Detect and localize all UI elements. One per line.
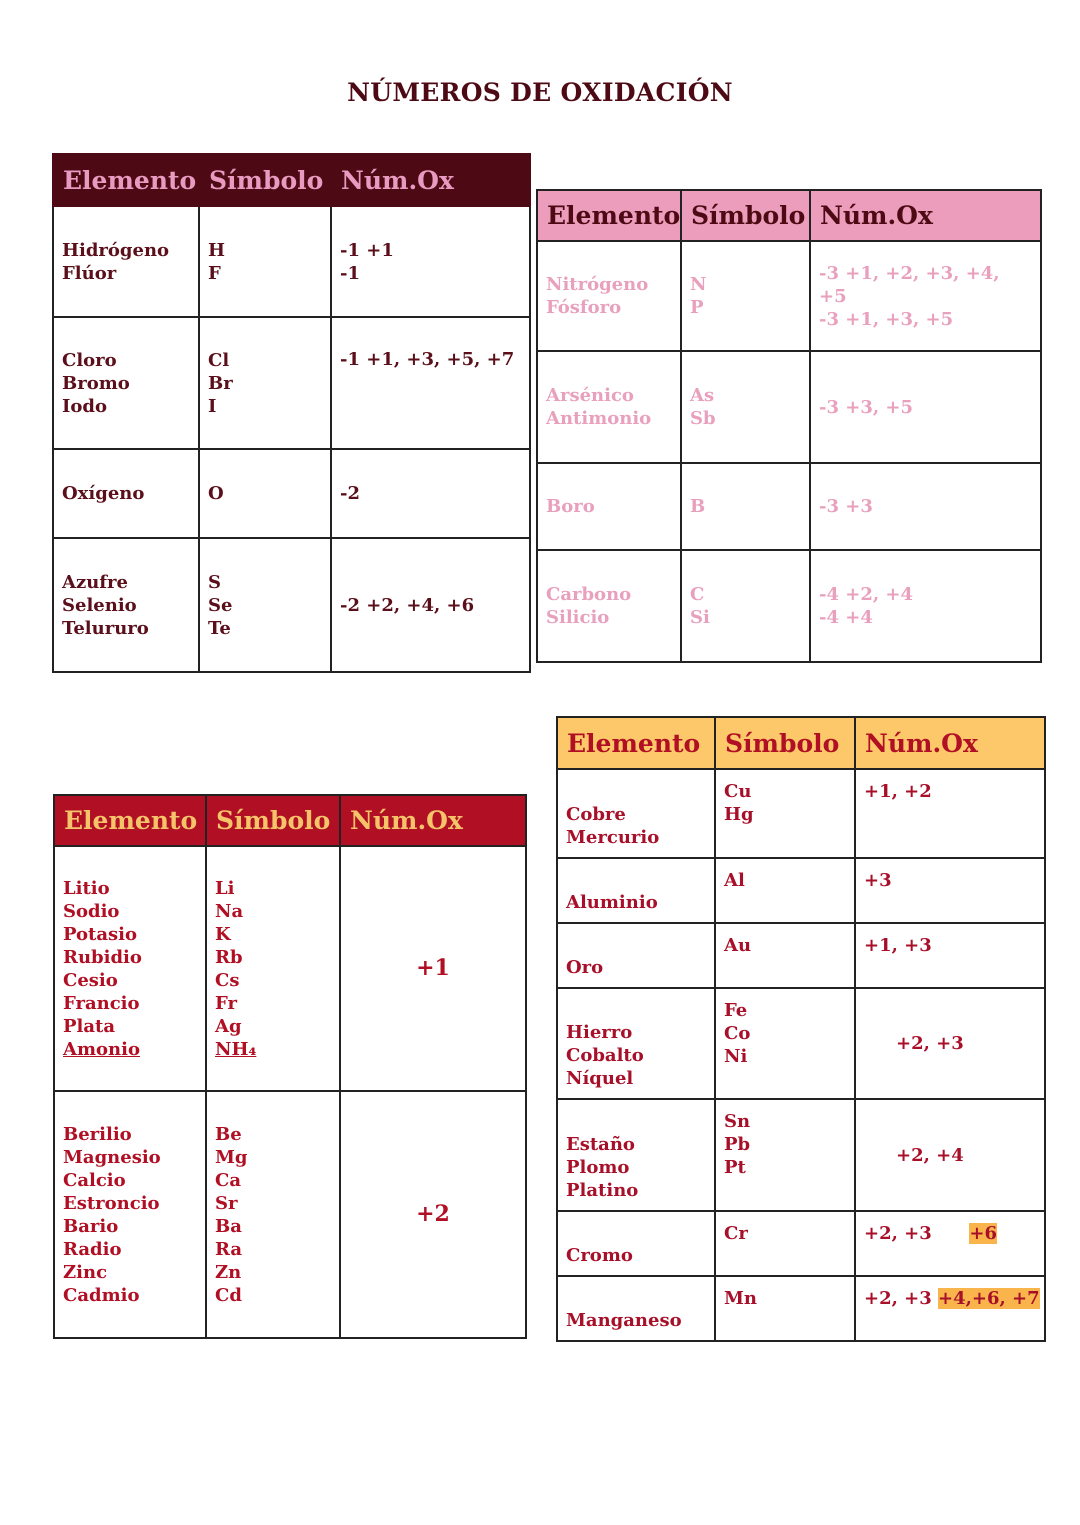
symbols (715, 1276, 855, 1341)
symbol-list: Li Na K Rb Cs Fr Ag (215, 877, 244, 1037)
symbol-list: Au (724, 935, 752, 956)
table-row (54, 846, 526, 1091)
ox-values: -2 +2, +4, +6 (340, 594, 475, 616)
ox-values: -4 +2, +4 -4 +4 (819, 584, 914, 628)
oxidation-numbers (855, 1099, 1045, 1211)
element-names (557, 1211, 715, 1276)
symbols (715, 988, 855, 1099)
symbol-list: Be Mg Ca Sr Ba Ra Zn Cd (215, 1123, 248, 1306)
element-names (54, 1091, 206, 1338)
element-names (557, 858, 715, 923)
ox-values: -3 +3, +5 (819, 396, 914, 418)
symbol-list: Fe Co Ni (724, 1000, 751, 1067)
oxidation-numbers (855, 1211, 1045, 1276)
element-list: Carbono Silicio (546, 584, 632, 628)
symbols (715, 769, 855, 858)
symbol-list: Sn Pb Pt (724, 1111, 751, 1178)
symbols (199, 538, 331, 672)
oxidation-numbers (810, 351, 1041, 463)
header-ox: Núm.Ox (331, 154, 530, 206)
header-row (537, 190, 1041, 241)
page-title: NÚMEROS DE OXIDACIÓN (347, 78, 733, 107)
oxidation-numbers (810, 550, 1041, 662)
symbols (206, 846, 340, 1091)
table-row (53, 538, 530, 672)
ox-values: -1 +1, +3, +5, +7 (340, 349, 515, 370)
element-underlined: Amonio (63, 1038, 140, 1060)
ox-values: +1, +2 (864, 781, 932, 802)
element-list: Cloro Bromo Iodo (62, 349, 130, 417)
header-element: Elemento (53, 154, 199, 206)
element-list: Cobre Mercurio (566, 804, 660, 848)
symbols (681, 351, 810, 463)
ox-values: +1 (416, 955, 450, 981)
header-ox: Núm.Ox (810, 190, 1041, 241)
table-row (557, 1099, 1045, 1211)
ox-values: -3 +3 (819, 496, 873, 517)
oxidation-numbers (331, 538, 530, 672)
ox-values: +3 (864, 870, 892, 891)
ox-values: +1, +3 (864, 935, 932, 956)
transition-metals-table (556, 716, 1046, 1342)
ox-values: +2, +4 (896, 1144, 964, 1166)
symbols (199, 317, 331, 449)
table-row (537, 463, 1041, 550)
ox-values: +2, +3 (864, 1288, 939, 1309)
oxidation-numbers (340, 1091, 526, 1338)
symbol-list: O (208, 483, 224, 504)
element-list: Oro (566, 957, 604, 978)
symbol-list: S Se Te (208, 571, 233, 639)
oxidation-numbers (855, 988, 1045, 1099)
table-row (537, 550, 1041, 662)
oxidation-numbers (331, 449, 530, 538)
symbol-list: Mn (724, 1288, 758, 1309)
ox-values: +2 (416, 1201, 450, 1227)
element-list: Cromo (566, 1245, 633, 1266)
element-names (557, 1276, 715, 1341)
element-names (53, 538, 199, 672)
table-row (557, 1276, 1045, 1341)
symbol-list: Cl Br I (208, 349, 233, 417)
highlighted-ox-values: +4,+6, +7 (938, 1288, 1040, 1309)
symbol-list: As Sb (690, 385, 716, 429)
header-symbol: Símbolo (715, 717, 855, 769)
element-list: Hierro Cobalto Níquel (566, 1022, 644, 1089)
symbols (715, 858, 855, 923)
header-symbol: Símbolo (206, 795, 340, 846)
oxidation-numbers (855, 923, 1045, 988)
table-row (53, 449, 530, 538)
symbols (681, 241, 810, 351)
element-list: Arsénico Antimonio (546, 385, 652, 429)
oxidation-numbers (855, 858, 1045, 923)
oxidation-numbers (855, 769, 1045, 858)
table-row (53, 206, 530, 317)
element-list: Nitrógeno Fósforo (546, 274, 649, 318)
oxidation-numbers (340, 846, 526, 1091)
oxidation-numbers (331, 206, 530, 317)
symbols (715, 1211, 855, 1276)
header-element: Elemento (54, 795, 206, 846)
element-names (537, 351, 681, 463)
oxidation-numbers (331, 317, 530, 449)
element-list: Oxígeno (62, 483, 145, 504)
header-row (53, 154, 530, 206)
element-names (53, 206, 199, 317)
header-row (54, 795, 526, 846)
symbols (206, 1091, 340, 1338)
symbols (715, 1099, 855, 1211)
element-list: Manganeso (566, 1310, 682, 1331)
element-names (537, 241, 681, 351)
element-names (537, 463, 681, 550)
element-names (557, 769, 715, 858)
oxidation-numbers (810, 241, 1041, 351)
table-row (53, 317, 530, 449)
symbols (199, 206, 331, 317)
element-list: Estaño Plomo Platino (566, 1134, 639, 1201)
symbol-list: N P (690, 274, 707, 318)
highlighted-ox-values: +6 (969, 1223, 997, 1244)
table-row (557, 858, 1045, 923)
table-row (54, 1091, 526, 1338)
alkali-alkaline-earth-table (53, 794, 527, 1339)
oxidation-numbers (855, 1276, 1045, 1341)
nitrogen-carbon-group-table (536, 189, 1042, 663)
element-names (53, 449, 199, 538)
element-list: Boro (546, 496, 595, 517)
table-row (557, 769, 1045, 858)
symbols (681, 463, 810, 550)
oxidation-numbers (810, 463, 1041, 550)
table-row (537, 351, 1041, 463)
header-element: Elemento (537, 190, 681, 241)
symbols (715, 923, 855, 988)
table-row (557, 988, 1045, 1099)
symbols (199, 449, 331, 538)
header-element: Elemento (557, 717, 715, 769)
table-row (557, 1211, 1045, 1276)
ox-values: -1 +1 -1 (340, 239, 394, 284)
element-names (54, 846, 206, 1091)
element-names (557, 1099, 715, 1211)
element-names (557, 988, 715, 1099)
element-list: Hidrógeno Flúor (62, 239, 170, 284)
ox-values: -2 (340, 483, 360, 504)
symbol-list: Al (724, 870, 745, 891)
element-list: Litio Sodio Potasio Rubidio Cesio Francio Plata (63, 877, 142, 1037)
ox-values: +2, +3 (896, 1033, 964, 1054)
header-symbol: Símbolo (681, 190, 810, 241)
symbol-list: Cu Hg (724, 781, 754, 825)
symbol-underlined: NH₄ (215, 1038, 257, 1060)
table-row (537, 241, 1041, 351)
nonmetals-group-table (52, 153, 531, 673)
element-names (557, 923, 715, 988)
element-names (53, 317, 199, 449)
element-list: Azufre Selenio Telururo (62, 571, 149, 639)
symbol-list: Cr (724, 1223, 748, 1244)
header-ox: Núm.Ox (340, 795, 526, 846)
element-list: Berilio Magnesio Calcio Estroncio Bario Radio Zinc Cadmio (63, 1123, 161, 1306)
symbol-list: H F (208, 239, 226, 284)
symbol-list: C Si (690, 584, 710, 628)
symbols (681, 550, 810, 662)
ox-values: -3 +1, +2, +3, +4, +5 -3 +1, +3, +5 (819, 262, 1000, 330)
symbol-list: B (690, 496, 706, 517)
header-row (557, 717, 1045, 769)
ox-values: +2, +3 (864, 1223, 970, 1244)
header-ox: Núm.Ox (855, 717, 1045, 769)
element-list: Aluminio (566, 892, 658, 913)
table-row (557, 923, 1045, 988)
header-symbol: Símbolo (199, 154, 331, 206)
element-names (537, 550, 681, 662)
